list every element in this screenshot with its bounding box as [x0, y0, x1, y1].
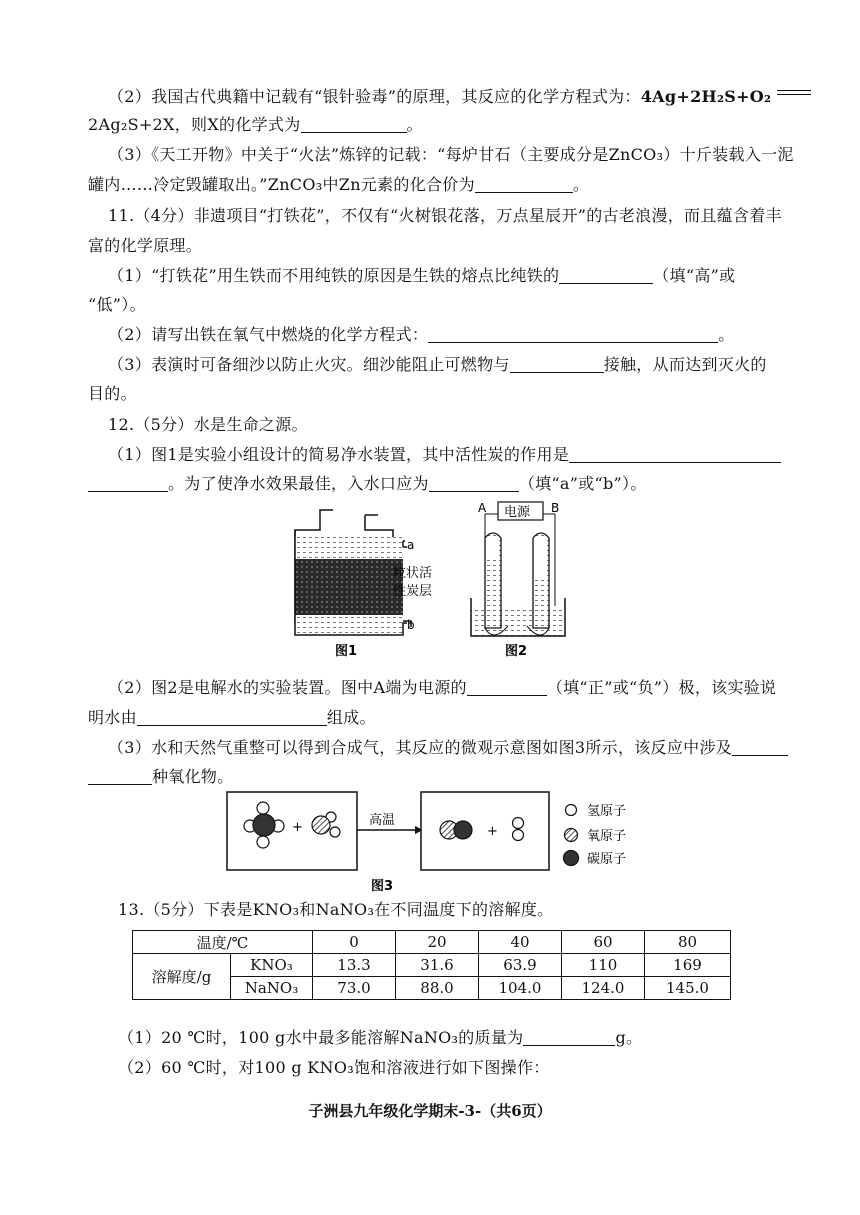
carbon-layer-label-2: 性炭层 — [393, 584, 433, 599]
q10-equation-left: 4Ag+2H₂S+O₂ — [640, 87, 772, 106]
answer-blank-q13-1[interactable] — [523, 1029, 615, 1046]
temp-cell: 60 — [562, 931, 645, 954]
q12-part3-suffix: 种氧化物。 — [152, 767, 234, 786]
q11-part1-line1 — [108, 265, 735, 287]
terminal-label-B: B — [551, 501, 560, 515]
q12-part2-line2 — [88, 707, 376, 729]
oxygen-atom-legend-icon — [565, 829, 578, 842]
table-cell: 13.3 — [313, 954, 396, 977]
figure3-caption: 图3 — [371, 879, 394, 894]
q11-part3-line2: 目的。 — [88, 384, 137, 403]
table-cell: 169 — [645, 954, 731, 977]
table-cell: 110 — [562, 954, 645, 977]
answer-blank-q11-1[interactable] — [559, 267, 653, 284]
q12-part1-line2 — [88, 473, 647, 495]
period: 。 — [718, 325, 735, 344]
q12-stem: 12.（5分）水是生命之源。 — [108, 415, 308, 434]
answer-blank-q10-3[interactable] — [475, 176, 573, 193]
temp-cell: 40 — [479, 931, 562, 954]
figure1-caption: 图1 — [335, 644, 358, 659]
q11-part3-line1 — [108, 354, 767, 376]
figure1-water-purifier — [285, 505, 455, 660]
table-cell: 31.6 — [396, 954, 479, 977]
carbon-layer-label-1: 粒状活 — [393, 566, 433, 581]
table-cell: 63.9 — [479, 954, 562, 977]
table-cell: 104.0 — [479, 977, 562, 1000]
temp-cell: 80 — [645, 931, 731, 954]
q12-part2-line1 — [108, 677, 776, 699]
q10-part2-text: （2）我国古代典籍中记载有“银针验毒”的原理，其反应的化学方程式为： — [108, 87, 641, 106]
q10-part2-line2 — [88, 114, 423, 136]
answer-blank-q10-2[interactable] — [301, 116, 407, 133]
figure2-electrolysis — [463, 498, 575, 660]
table-cell: 124.0 — [562, 977, 645, 1000]
q11-part3-question: （3）表演时可备细沙以防止火灾。细沙能阻止可燃物与 — [108, 355, 510, 374]
temp-cell: 20 — [396, 931, 479, 954]
terminal-label-A: A — [478, 501, 487, 515]
carbon-monoxide-molecule — [440, 821, 472, 839]
answer-blank-q12-2b[interactable] — [137, 709, 327, 726]
period: 。 — [572, 175, 590, 194]
plus-sign-right: + — [487, 824, 498, 839]
q12-part2-question: （2）图2是电解水的实验装置。图中A端为电源的 — [108, 678, 467, 697]
q11-part3-tail: 接触，从而达到灭火的 — [603, 355, 767, 374]
q12-part1-inlet-question: 。为了使净水效果最佳，入水口应为 — [168, 474, 429, 493]
q12-part1-hint: （填“a”或“b”）。 — [518, 474, 647, 493]
answer-blank-q12-1a[interactable] — [569, 446, 781, 463]
q10-part3-line1: （3）《天工开物》中关于“火法”炼锌的记载：“每炉甘石（主要成分是ZnCO₃）十斤装载入一泥 — [108, 145, 794, 164]
solubility-table — [132, 930, 731, 1000]
q10-part2-line1 — [108, 86, 811, 108]
q12-part1-line1 — [108, 444, 781, 466]
answer-blank-q11-2[interactable] — [428, 326, 718, 343]
temp-cell: 0 — [313, 931, 396, 954]
period: 。 — [406, 115, 423, 134]
q11-part2-question: （2）请写出铁在氧气中燃烧的化学方程式： — [108, 325, 429, 344]
q12-part3-line1 — [108, 737, 788, 759]
carbon-atom-legend-icon — [564, 851, 579, 866]
page-footer: 子洲县九年级化学期末-3-（共6页） — [308, 1102, 552, 1120]
answer-blank-q12-3b[interactable] — [88, 768, 152, 785]
row-label-solubility: 溶解度/g — [133, 954, 231, 1000]
q12-part2-suffix: 组成。 — [326, 708, 376, 727]
answer-blank-q12-3a[interactable] — [732, 739, 788, 756]
q13-part1-question: （1）20 ℃时，100 g水中最多能溶解NaNO₃的质量为 — [118, 1028, 524, 1047]
table-cell: 145.0 — [645, 977, 731, 1000]
q11-part2 — [108, 324, 735, 346]
q12-part2-prefix: 明水由 — [88, 708, 137, 727]
power-supply-label: 电源 — [504, 505, 531, 520]
header-temperature: 温度/℃ — [133, 931, 313, 954]
answer-blank-q12-1c[interactable] — [429, 475, 519, 492]
legend-hydrogen: 氢原子 — [587, 804, 627, 819]
inlet-label-a: a — [407, 538, 415, 552]
table-cell: 88.0 — [396, 977, 479, 1000]
inlet-label-b: b — [407, 618, 415, 632]
substance-name: NaNO₃ — [231, 977, 313, 1000]
q11-stem-line1: 11.（4分）非遗项目“打铁花”，不仅有“火树银花落，万点星辰开”的古老浪漫，而且蕴含着丰 — [108, 206, 782, 225]
q13-part2: （2）60 ℃时，对100 g KNO₃饱和溶液进行如下图操作： — [118, 1058, 550, 1077]
q12-part3-question: （3）水和天然气重整可以得到合成气，其反应的微观示意图如图3所示，该反应中涉及 — [108, 738, 733, 757]
figure3-microscopic-reaction — [225, 790, 655, 895]
q13-part1 — [118, 1027, 642, 1049]
table-row — [133, 931, 731, 954]
legend-carbon: 碳原子 — [587, 852, 627, 867]
q12-part2-hint: （填“正”或“负”）极，该实验说 — [546, 678, 777, 697]
q12-part3-line2 — [88, 766, 234, 788]
answer-blank-q12-1b[interactable] — [88, 475, 168, 492]
legend-oxygen: 氧原子 — [587, 829, 627, 844]
figure2-caption: 图2 — [505, 644, 528, 659]
unit-grams: g。 — [615, 1028, 643, 1047]
q11-part1-question: （1）“打铁花”用生铁而不用纯铁的原因是生铁的熔点比纯铁的 — [108, 266, 560, 285]
substance-name: KNO₃ — [231, 954, 313, 977]
plus-sign-left: + — [292, 820, 303, 835]
reaction-condition: 高温 — [369, 813, 396, 828]
hydrogen-atom-legend-icon — [566, 805, 577, 816]
q10-part3-question: 罐内……冷定毁罐取出。”ZnCO₃中Zn元素的化合价为 — [88, 175, 475, 194]
q10-part2-question: 2Ag₂S+2X，则X的化学式为 — [88, 115, 301, 134]
table-row — [133, 954, 731, 977]
answer-blank-q11-3[interactable] — [510, 356, 604, 373]
q11-stem-line2: 富的化学原理。 — [88, 236, 203, 255]
q10-part3-line2 — [88, 174, 589, 196]
answer-blank-q12-2a[interactable] — [467, 679, 547, 696]
q11-part1-line2: “低”）。 — [88, 295, 146, 314]
q13-stem: 13.（5分）下表是KNO₃和NaNO₃在不同温度下的溶解度。 — [118, 900, 554, 919]
equal-sign-icon — [777, 90, 811, 98]
q12-part1-question: （1）图1是实验小组设计的简易净水装置，其中活性炭的作用是 — [108, 445, 570, 464]
table-cell: 73.0 — [313, 977, 396, 1000]
q11-part1-hint: （填“高”或 — [653, 266, 736, 285]
